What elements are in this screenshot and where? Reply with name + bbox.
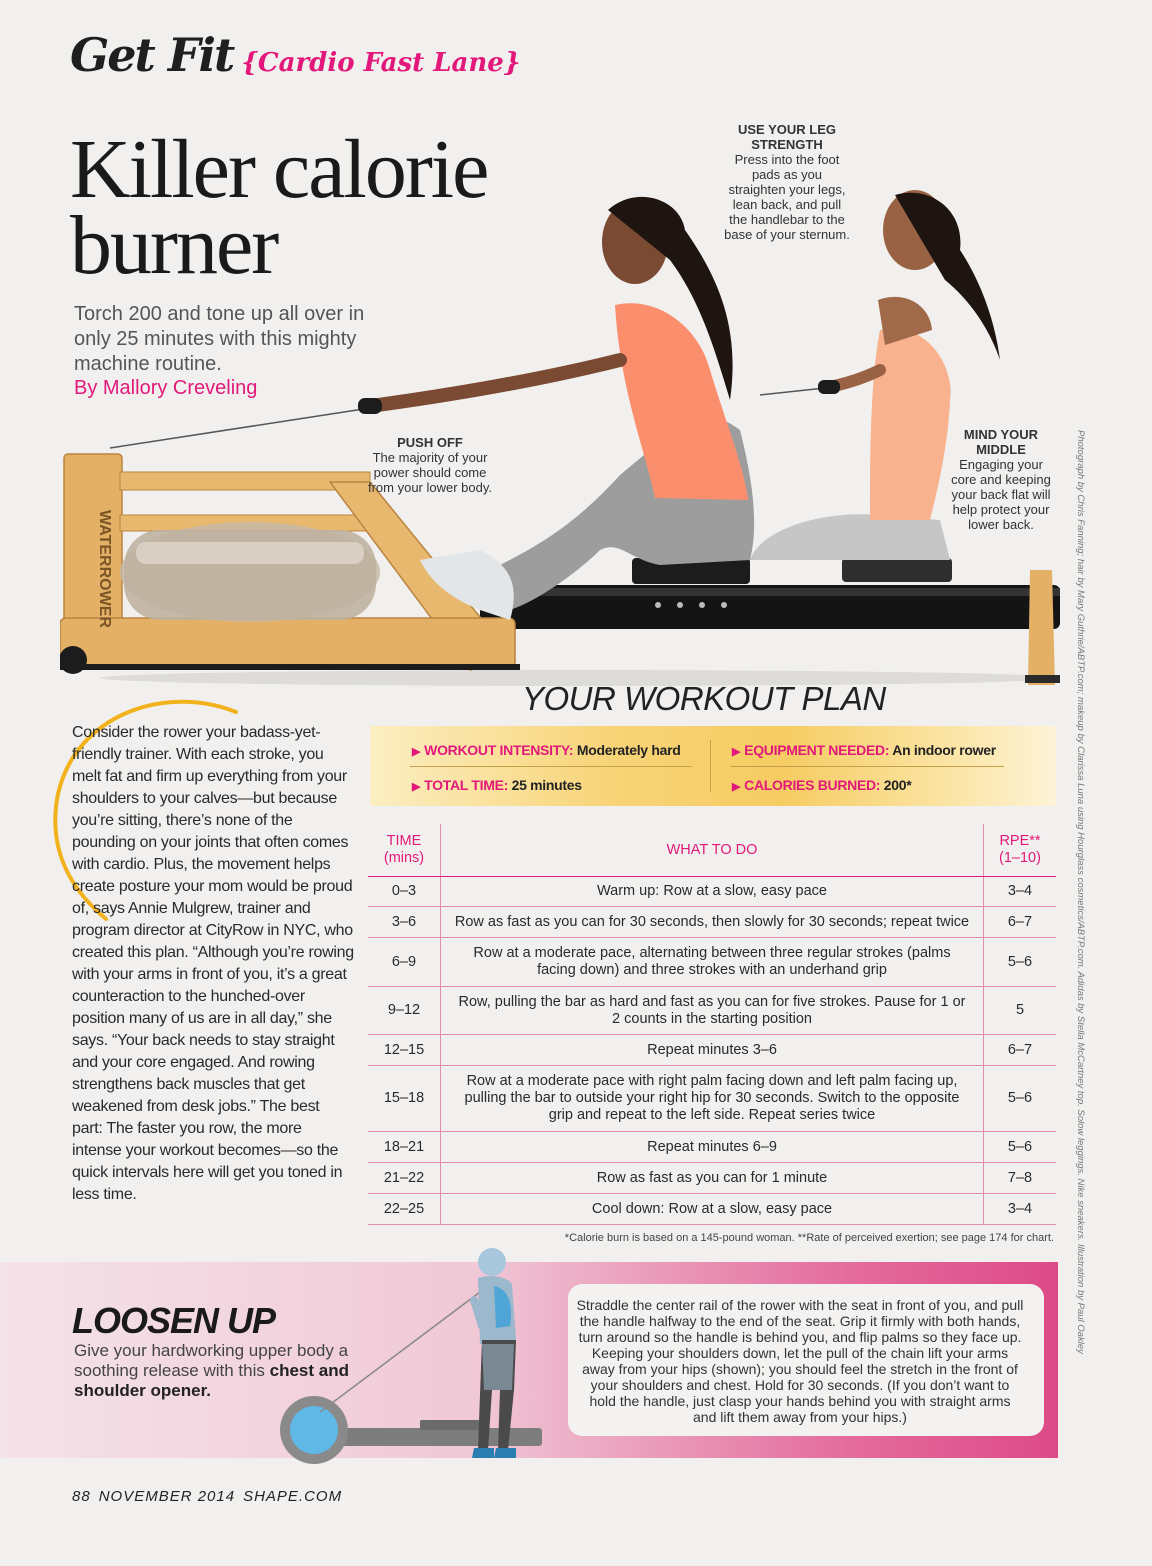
article-dek: Torch 200 and tone up all over in only 25 minutes with this mighty machine routine. <box>74 303 365 375</box>
plan-summary-box <box>370 726 1056 806</box>
callout-mind-middle <box>950 427 1052 532</box>
issue-date: NOVEMBER 2014 <box>98 1488 236 1505</box>
stretch-illustration <box>270 1240 560 1476</box>
table-row: 3–6 Row as fast as you can for 30 seconds, then slowly for 30 seconds; repeat twice 6–7 <box>368 907 1056 938</box>
arrow-right-icon: ▶ <box>412 781 421 793</box>
callout-title: USE YOUR LEG STRENGTH <box>737 122 836 152</box>
callout-text: Press into the foot pads as you straighten your legs, lean back, and pull the handlebar to the base of your sternum. <box>724 152 850 242</box>
table-header-row <box>368 824 1056 877</box>
arrow-right-icon: ▶ <box>732 781 741 793</box>
table-row: 18–21 Repeat minutes 6–9 5–6 <box>368 1132 1056 1163</box>
col-time: TIME (mins) <box>368 824 441 877</box>
workout-table <box>368 824 1056 1225</box>
col-rpe: RPE** (1–10) <box>984 824 1057 877</box>
plan-equipment: ▶ EQUIPMENT NEEDED: An indoor rower <box>732 742 996 758</box>
table-row: 12–15 Repeat minutes 3–6 6–7 <box>368 1035 1056 1066</box>
callout-title: PUSH OFF <box>397 435 463 450</box>
headline-line-1: Killer calorie <box>70 123 488 216</box>
col-what: WHAT TO DO <box>441 824 984 877</box>
section-name: Get Fit <box>70 28 234 82</box>
photo-credit: Photograph by Chris Fanning; hair by Mary Guthrie/ABTP.com; makeup by Clarissa Luna using Hourglass cosmetics/ABTP.com. Adidas by Stella McCartney top. Solow leggings. Nike sneakers. Illustration by Paul Oakley <box>1075 430 1086 1354</box>
plan-intensity: ▶ WORKOUT INTENSITY: Moderately hard <box>412 742 681 758</box>
article-headline <box>70 123 610 292</box>
callout-title: MIND YOUR MIDDLE <box>963 427 1039 457</box>
table-footnote: *Calorie burn is based on a 145-pound woman. **Rate of perceived exertion; see page 174 for chart. <box>564 1232 1054 1244</box>
table-row: 22–25 Cool down: Row at a slow, easy pace 3–4 <box>368 1194 1056 1225</box>
callout-push-off <box>366 435 494 495</box>
plan-title: YOUR WORKOUT PLAN <box>522 680 886 717</box>
loosen-subtitle: Give your hardworking upper body a soothing release with this chest and shoulder opener. <box>74 1341 349 1400</box>
loosen-title: LOOSEN UP <box>72 1300 276 1341</box>
arrow-right-icon: ▶ <box>412 746 421 758</box>
table-row: 0–3 Warm up: Row at a slow, easy pace 3–4 <box>368 877 1056 907</box>
page-folio <box>72 1488 350 1505</box>
machine-brand: WATERROWER <box>96 510 113 628</box>
callout-leg-strength <box>724 122 850 242</box>
headline-line-2: burner <box>70 199 278 292</box>
table-row: 6–9 Row at a moderate pace, alternating between three regular strokes (palms facing down) and three strokes with an underhand grip 5–6 <box>368 938 1056 987</box>
site-name: SHAPE.COM <box>243 1488 343 1505</box>
page-number: 88 <box>72 1488 91 1505</box>
byline: By Mallory Creveling <box>74 377 258 399</box>
article-body: Consider the rower your badass-yet-friendly trainer. With each stroke, you melt fat and firm up everything from your shoulders to your calves—but because you’re sitting, there’s none of the pounding on your joints that often comes with cardio. Plus, the movement helps create posture your mom would be proud of, says Annie Mulgrew, trainer and program director at CityRow in NYC, who created this plan. “Although you’re rowing with your arms in front of you, it’s a great counteraction to the hunched-over position many of us are in all day,” she says. “Your back needs to stay straight and your core engaged. And rowing strengthens back muscles that get weakened from desk jobs.” The best part: The faster you row, the more intense your workout becomes—so the quick intervals here will get you toned in less time. <box>72 724 354 1203</box>
subsection-name: {Cardio Fast Lane} <box>241 48 521 78</box>
callout-text: The majority of your power should come from your lower body. <box>367 450 493 495</box>
table-row: 9–12 Row, pulling the bar as hard and fast as you can for five strokes. Pause for 1 or 2 counts in the starting position 5 <box>368 987 1056 1035</box>
table-row: 15–18 Row at a moderate pace with right palm facing down and left palm facing up, pulling the bar to outside your right hip for 30 seconds. Switch to the opposite grip and repeat to the left side. Repeat series twice 5–6 <box>368 1066 1056 1132</box>
arrow-right-icon: ▶ <box>732 746 741 758</box>
table-row: 21–22 Row as fast as you can for 1 minute 7–8 <box>368 1163 1056 1194</box>
section-header <box>70 28 521 82</box>
callout-text: Engaging your core and keeping your back flat will help protect your lower back. <box>951 457 1051 532</box>
plan-calories: ▶ CALORIES BURNED: 200* <box>732 777 912 793</box>
loosen-instructions: Straddle the center rail of the rower with the seat in front of you, and pull the handle halfway to the end of the seat. Grip it firmly with both hands, turn around so the handle is behind you, and flip palms so they face up. Keeping your shoulders down, let the pull of the chain lift your arms away from your hips (shown); you should feel the stretch in the front of your shoulders and chest. Hold for 30 seconds. (If you don’t want to hold the handle, just clasp your hands behind you with straight arms and lift them away from your hips.) <box>576 1297 1024 1425</box>
plan-total-time: ▶ TOTAL TIME: 25 minutes <box>412 777 582 793</box>
